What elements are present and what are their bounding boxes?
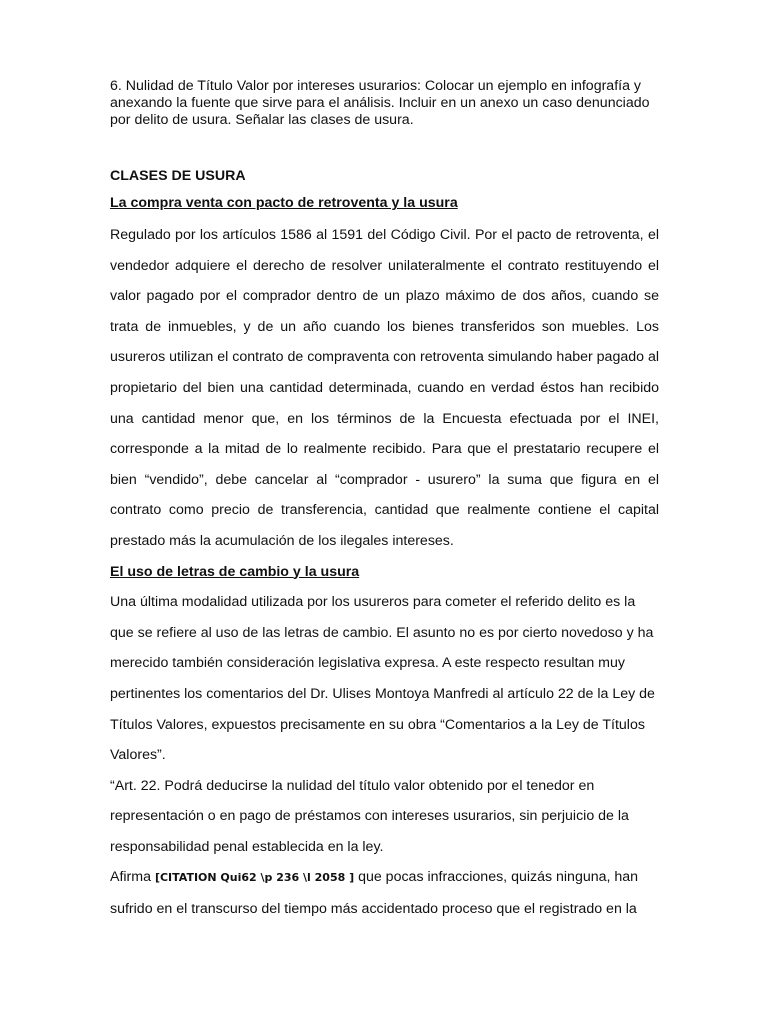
paragraph-retroventa: Regulado por los artículos 1586 al 1591 del Código Civil. Por el pacto de retroventa, el vendedor adquiere el derecho de resolver unilateralmente el contrato restituyendo el valor pagado por el comprador dentro de un plazo máximo de dos años, cuando se trata de inmuebles, y de un año cuando los bienes transferidos son muebles. Los usureros utilizan el contrato de compraventa con retroventa simulando haber pagado al propietario del bien una cantidad determinada, cuando en verdad éstos han recibido una cantidad menor que, en los términos de la Encuesta efectuada por el INEI, corresponde a la mitad de lo realmente recibido. Para que el prestatario recupere el bien “vendido”, debe cancelar al “comprador - usurero” la suma que figura en el contrato como precio de transferencia, cantidad que realmente contiene el capital prestado más la acumulación de los ilegales intereses.	[110, 227, 659, 549]
afirma-text-before: Afirma	[110, 869, 155, 886]
subheading-letras-de-cambio: El uso de letras de cambio y la usura	[110, 563, 360, 580]
document-page	[110, 78, 659, 925]
intro-text: 6. Nulidad de Título Valor por intereses usurarios: Colocar un ejemplo en infografía y anexando la fuente que sirve para el análisis. Incluir en un anexo un caso denunciado por delito de usura. Señalar las clases de usura.	[110, 78, 650, 128]
paragraph-afirma	[110, 862, 659, 924]
afirma-text-after: que pocas infracciones, quizás ninguna, han sufrido en el transcurso del tiempo más accidentado proceso que el registrado en la	[110, 869, 639, 918]
quote-article-22: “Art. 22. Podrá deducirse la nulidad del título valor obtenido por el tenedor en representación o en pago de préstamos con intereses usurarios, sin perjuicio de la responsabilidad penal establecida en la ley.	[110, 777, 629, 855]
section-heading: CLASES DE USURA	[110, 168, 246, 184]
paragraph-letras-de-cambio: Una última modalidad utilizada por los usureros para cometer el referido delito es la que se refiere al uso de las letras de cambio. El asunto no es por cierto novedoso y ha merecido también consideración legislativa expresa. A este respecto resultan muy pertinentes los comentarios del Dr. Ulises Montoya Manfredi al artículo 22 de la Ley de Títulos Valores, expuestos precisamente en su obra “Comentarios a la Ley de Títulos Valores”.	[110, 594, 655, 764]
subheading-retroventa: La compra venta con pacto de retroventa y la usura	[110, 195, 458, 211]
citation-field: [CITATION Qui62 \p 236 \l 2058 ]	[154, 871, 355, 885]
